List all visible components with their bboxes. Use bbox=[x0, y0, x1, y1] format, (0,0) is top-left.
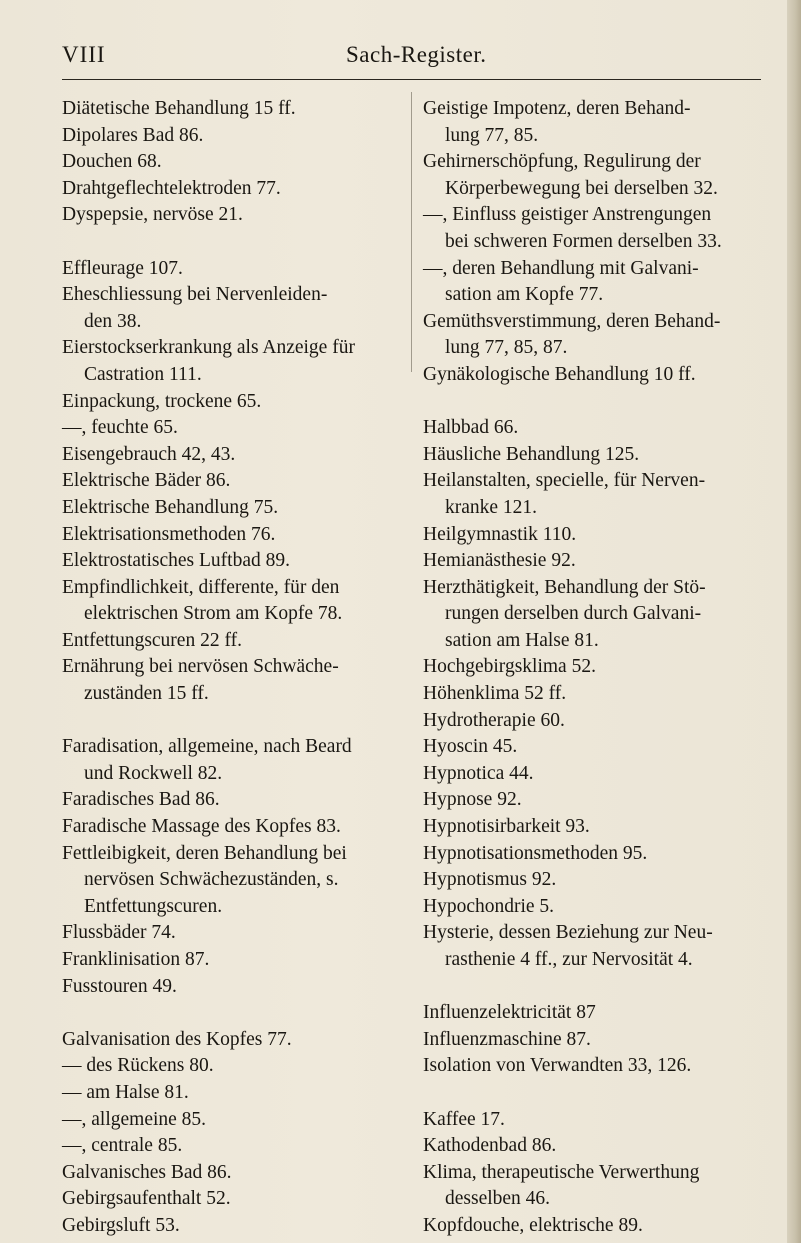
index-entry bbox=[423, 814, 768, 841]
index-entry-heading: Geistige Impotenz, deren Behand- bbox=[423, 98, 691, 119]
index-entry-heading: Influenzmaschine 87. bbox=[423, 1028, 591, 1050]
index-entry-heading: Galvanisation des Kopfes 77. bbox=[62, 1028, 292, 1050]
index-entry bbox=[62, 149, 397, 176]
index-entry-heading: Halbbad 66. bbox=[423, 417, 519, 439]
index-entry-heading: Hochgebirgsklima 52. bbox=[423, 656, 596, 678]
index-entry-heading: Eisengebrauch 42, 43. bbox=[62, 443, 236, 465]
index-entry-heading: Flussbäder 74. bbox=[62, 922, 176, 944]
index-entry-heading: —, feuchte 65. bbox=[62, 417, 178, 439]
index-entry-heading: Elektrostatisches Luftbad 89. bbox=[62, 550, 290, 572]
index-entry-continuation: Castration 111. bbox=[84, 363, 202, 385]
index-entry-heading: Entfettungscuren 22 ff. bbox=[62, 629, 242, 651]
index-entry-heading: Hypnotisirbarkeit 93. bbox=[423, 816, 590, 838]
index-entry bbox=[423, 734, 768, 761]
index-entry bbox=[62, 282, 397, 335]
index-entry-continuation: desselben 46. bbox=[445, 1188, 551, 1210]
index-entry bbox=[62, 123, 397, 150]
index-entry-heading: Gemüthsverstimmung, deren Behand- bbox=[423, 310, 721, 332]
index-entry-heading: Kaffee 17. bbox=[423, 1108, 505, 1130]
index-entry bbox=[62, 202, 397, 229]
index-entry bbox=[423, 761, 768, 788]
index-entry-continuation: elektrischen Strom am Kopfe 78. bbox=[84, 603, 343, 625]
index-entry bbox=[62, 522, 397, 549]
index-entry bbox=[62, 920, 397, 947]
index-entry-heading: Fettleibigkeit, deren Behandlung bei bbox=[62, 842, 347, 864]
index-entry bbox=[62, 787, 397, 814]
index-entry-heading: Ernährung bei nervösen Schwäche- bbox=[62, 656, 339, 678]
index-entry-continuation: nervösen Schwächezuständen, s. bbox=[84, 869, 339, 891]
index-entry-heading: Gebirgsaufenthalt 52. bbox=[62, 1188, 231, 1210]
page-title: Sach-Register. bbox=[346, 42, 487, 67]
index-entry-heading: Hypochondrie 5. bbox=[423, 895, 555, 917]
index-entry-heading: Hydrotherapie 60. bbox=[423, 709, 565, 731]
index-entry-heading: — am Halse 81. bbox=[62, 1081, 189, 1103]
index-entry-heading: Fusstouren 49. bbox=[62, 975, 177, 997]
header-rule bbox=[62, 79, 761, 80]
index-entry bbox=[423, 1053, 768, 1080]
index-entry bbox=[62, 256, 397, 283]
index-entry-heading: Kopfdouche, elektrische 89. bbox=[423, 1214, 643, 1236]
index-entry-continuation: den 38. bbox=[84, 310, 142, 332]
index-entry-heading: Franklinisation 87. bbox=[62, 949, 210, 970]
index-entry bbox=[62, 947, 397, 974]
index-entry bbox=[62, 841, 397, 921]
index-entry-continuation: lung 77, 85, 87. bbox=[445, 337, 568, 359]
index-entry bbox=[423, 654, 768, 681]
index-entry-heading: Heilgymnastik 110. bbox=[423, 523, 577, 545]
index-entry bbox=[423, 522, 768, 549]
index-entry bbox=[423, 309, 768, 362]
index-entry-heading: Dyspepsie, nervöse 21. bbox=[62, 204, 243, 226]
index-entry bbox=[423, 1107, 768, 1134]
index-entry-heading: Häusliche Behandlung 125. bbox=[423, 443, 640, 465]
index-entry bbox=[62, 1160, 397, 1187]
index-entry-heading: Dipolares Bad 86. bbox=[62, 124, 204, 146]
index-entry bbox=[423, 681, 768, 708]
page-number: VIII bbox=[62, 42, 106, 67]
index-entry-continuation: Entfettungscuren. bbox=[84, 895, 223, 917]
index-entry-heading: Hypnotisationsmethoden 95. bbox=[423, 842, 648, 864]
index-entry bbox=[423, 1027, 768, 1054]
index-entry bbox=[62, 974, 397, 1001]
index-entry bbox=[62, 1027, 397, 1054]
index-entry bbox=[423, 575, 768, 655]
index-entry bbox=[62, 1213, 397, 1240]
index-entry-heading: —, allgemeine 85. bbox=[62, 1108, 207, 1130]
index-entry bbox=[423, 867, 768, 894]
index-entry-heading: Drahtgeflechtelektroden 77. bbox=[62, 177, 281, 199]
index-entry bbox=[423, 787, 768, 814]
index-entry-heading: Eierstockserkrankung als Anzeige für bbox=[62, 337, 355, 359]
index-entry-heading: Elektrisationsmethoden 76. bbox=[62, 523, 276, 545]
index-entry bbox=[423, 468, 768, 521]
index-entry-continuation: lung 77, 85. bbox=[445, 124, 539, 146]
index-entry-continuation: rasthenie 4 ff., zur Nervosität 4. bbox=[445, 949, 693, 970]
index-entry bbox=[62, 495, 397, 522]
index-entry bbox=[62, 628, 397, 655]
index-entry bbox=[62, 1133, 397, 1160]
index-entry bbox=[62, 442, 397, 469]
index-entry bbox=[423, 362, 768, 389]
index-entry bbox=[62, 654, 397, 707]
index-entry-heading: Faradische Massage des Kopfes 83. bbox=[62, 816, 341, 838]
index-entry-heading: Eheschliessung bei Nervenleiden- bbox=[62, 284, 328, 306]
index-entry bbox=[423, 1000, 768, 1027]
index-entry-heading: Faradisches Bad 86. bbox=[62, 789, 220, 811]
index-entry-continuation: bei schweren Formen derselben 33. bbox=[445, 230, 722, 252]
index-entry bbox=[62, 548, 397, 575]
index-entry bbox=[423, 442, 768, 469]
index-entry bbox=[62, 734, 397, 787]
index-entry bbox=[62, 575, 397, 628]
index-entry bbox=[62, 389, 397, 416]
index-entry-continuation: Körperbewegung bei derselben 32. bbox=[445, 177, 718, 199]
index-entry bbox=[62, 468, 397, 495]
index-entry bbox=[423, 841, 768, 868]
index-entry bbox=[423, 894, 768, 921]
index-entry bbox=[423, 202, 768, 255]
index-entry-heading: Isolation von Verwandten 33, 126. bbox=[423, 1055, 692, 1077]
index-entry-continuation: und Rockwell 82. bbox=[84, 762, 223, 784]
index-entry-heading: Gehirnerschöpfung, Regulirung der bbox=[423, 151, 701, 173]
index-entry bbox=[423, 96, 768, 149]
index-entry-heading: Einpackung, trockene 65. bbox=[62, 390, 262, 412]
index-entry bbox=[62, 415, 397, 442]
index-entry-heading: Gynäkologische Behandlung 10 ff. bbox=[423, 363, 696, 385]
index-entry-heading: Faradisation, allgemeine, nach Beard bbox=[62, 736, 352, 758]
index-entry bbox=[423, 920, 768, 973]
index-entry-continuation: rungen derselben durch Galvani- bbox=[445, 603, 702, 625]
index-entry-heading: Hysterie, dessen Beziehung zur Neu- bbox=[423, 922, 713, 944]
index-entry bbox=[62, 96, 397, 123]
index-entry-heading: Heilanstalten, specielle, für Nerven- bbox=[423, 470, 706, 492]
index-entry bbox=[62, 1107, 397, 1134]
column-divider bbox=[411, 92, 412, 372]
index-entry-heading: Hypnose 92. bbox=[423, 789, 522, 811]
index-entry bbox=[423, 149, 768, 202]
index-entry-heading: —, Einfluss geistiger Anstrengungen bbox=[423, 204, 712, 226]
index-entry-heading: —, centrale 85. bbox=[62, 1135, 183, 1157]
index-column-right bbox=[423, 96, 768, 1240]
index-entry bbox=[423, 708, 768, 735]
index-entry-continuation: sation am Halse 81. bbox=[445, 629, 599, 651]
index-entry bbox=[62, 814, 397, 841]
index-entry-heading: Klima, therapeutische Verwerthung bbox=[423, 1161, 700, 1183]
index-entry bbox=[423, 256, 768, 309]
index-entry bbox=[423, 415, 768, 442]
index-entry-heading: Influenzelektricität 87 bbox=[423, 1002, 596, 1024]
page-header bbox=[62, 42, 762, 78]
index-entry bbox=[423, 548, 768, 575]
index-entry-heading: Kathodenbad 86. bbox=[423, 1135, 557, 1157]
index-entry-heading: Elektrische Bäder 86. bbox=[62, 470, 231, 492]
index-entry-heading: Elektrische Behandlung 75. bbox=[62, 496, 279, 518]
index-entry bbox=[62, 335, 397, 388]
index-entry-heading: Empfindlichkeit, differente, für den bbox=[62, 576, 340, 598]
page-edge bbox=[787, 0, 801, 1243]
index-entry-heading: Höhenklima 52 ff. bbox=[423, 683, 567, 705]
index-entry-heading: Hypnotica 44. bbox=[423, 762, 534, 784]
index-entry bbox=[423, 1160, 768, 1213]
index-entry-heading: Gebirgsluft 53. bbox=[62, 1214, 180, 1236]
index-entry-heading: Galvanisches Bad 86. bbox=[62, 1161, 232, 1183]
index-column-left bbox=[62, 96, 397, 1240]
index-entry-heading: Hemianästhesie 92. bbox=[423, 550, 576, 572]
index-entry-continuation: kranke 121. bbox=[445, 496, 538, 518]
index-entry-continuation: zuständen 15 ff. bbox=[84, 683, 209, 705]
index-entry bbox=[423, 1213, 768, 1240]
index-entry-heading: Hyoscin 45. bbox=[423, 736, 518, 758]
index-entry-heading: — des Rückens 80. bbox=[62, 1055, 214, 1077]
index-entry bbox=[62, 1053, 397, 1080]
index-entry-heading: Douchen 68. bbox=[62, 151, 162, 173]
index-entry-heading: —, deren Behandlung mit Galvani- bbox=[423, 257, 699, 279]
index-entry-heading: Diätetische Behandlung 15 ff. bbox=[62, 98, 296, 119]
index-entry-heading: Effleurage 107. bbox=[62, 257, 183, 279]
index-entry bbox=[423, 1133, 768, 1160]
index-entry-continuation: sation am Kopfe 77. bbox=[445, 284, 604, 306]
index-entry bbox=[62, 1186, 397, 1213]
index-entry bbox=[62, 176, 397, 203]
index-entry-heading: Hypnotismus 92. bbox=[423, 869, 557, 891]
index-entry bbox=[62, 1080, 397, 1107]
index-entry-heading: Herzthätigkeit, Behandlung der Stö- bbox=[423, 576, 706, 598]
